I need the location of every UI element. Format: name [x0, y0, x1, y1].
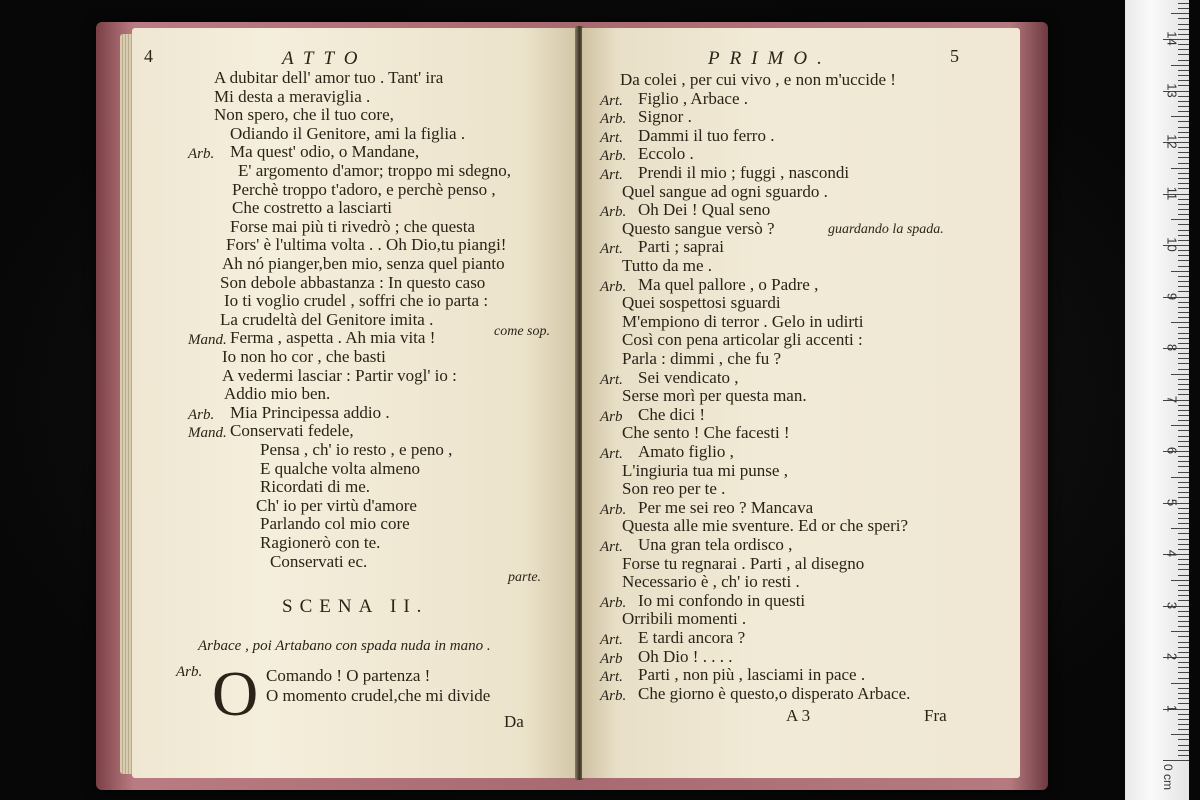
ruler-tick	[1171, 168, 1189, 169]
ruler-tick	[1171, 219, 1189, 220]
text-line: Oh Dio ! . . . .	[638, 646, 733, 666]
speaker-label: Arb.	[600, 148, 627, 165]
ruler-tick	[1178, 446, 1189, 447]
ruler-tick	[1178, 75, 1189, 76]
ruler-tick	[1178, 482, 1189, 483]
drop-cap: O	[212, 658, 259, 729]
text-line: Conservati fedele,	[230, 421, 354, 441]
text-line: Parlando col mio core	[260, 514, 410, 534]
ruler-tick	[1178, 729, 1189, 730]
text-line: Io ti voglio crudel , soffri che io parta :	[224, 291, 489, 311]
ruler-tick	[1178, 369, 1189, 370]
ruler-tick	[1178, 260, 1189, 261]
right-page	[582, 28, 1020, 778]
ruler-tick	[1171, 734, 1189, 735]
ruler-tick	[1178, 539, 1189, 540]
right-running-head: PRIMO.	[708, 48, 832, 69]
ruler-tick	[1178, 626, 1189, 627]
ruler-tick	[1178, 29, 1189, 30]
ruler-tick	[1178, 461, 1189, 462]
ruler-tick	[1178, 291, 1189, 292]
text-line: Forse mai più ti rivedrò ; che questa	[230, 216, 476, 236]
ruler-tick	[1178, 652, 1189, 653]
ruler-tick	[1178, 121, 1189, 122]
ruler-tick	[1178, 703, 1189, 704]
text-line: Mia Principessa addio .	[230, 402, 390, 422]
text-line: Quei sospettosi sguardi	[622, 293, 781, 313]
ruler-number: 11	[1164, 186, 1180, 200]
ruler-tick	[1178, 60, 1189, 61]
ruler-tick	[1178, 394, 1189, 395]
stage-direction: guardando la spada.	[828, 222, 944, 237]
ruler-tick	[1171, 13, 1189, 14]
text-line: Ragionerò con te.	[260, 533, 381, 552]
text-line: Ma quest' odio, o Mandane,	[230, 142, 420, 162]
ruler-tick	[1178, 755, 1189, 756]
ruler-tick	[1178, 405, 1189, 406]
ruler-tick	[1178, 621, 1189, 622]
ruler-tick	[1178, 163, 1189, 164]
ruler-tick	[1178, 312, 1189, 313]
ruler-tick	[1178, 667, 1189, 668]
speaker-label: Art.	[600, 632, 623, 648]
ruler-tick	[1178, 559, 1189, 560]
text-line: Son debole abbastanza : In questo caso	[220, 272, 486, 292]
ruler-tick	[1178, 533, 1189, 534]
speaker-label: Arb.	[600, 204, 627, 221]
text-line: Figlio , Arbace .	[638, 88, 749, 108]
ruler-tick	[1178, 80, 1189, 81]
ruler-tick	[1171, 425, 1189, 426]
ruler-tick	[1178, 389, 1189, 390]
text-line: Oh Dei ! Qual seno	[638, 200, 771, 220]
ruler-number: 3	[1164, 601, 1180, 609]
speaker-label: Mand.	[188, 425, 227, 442]
ruler-number: 14	[1164, 31, 1180, 46]
text-line: O momento crudel,che mi divide	[266, 686, 491, 705]
text-line: Io mi confondo in questi	[638, 590, 806, 610]
text-line: Ch' io per virtù d'amore	[256, 495, 417, 515]
right-page-number: 5	[950, 46, 959, 66]
ruler-tick	[1178, 281, 1189, 282]
text-line: Amato figlio ,	[638, 442, 734, 461]
ruler-tick	[1178, 307, 1189, 308]
ruler-tick	[1178, 497, 1189, 498]
ruler-tick	[1178, 111, 1189, 112]
ruler-tick	[1171, 116, 1189, 117]
speaker-label: Arb.	[176, 664, 203, 680]
ruler-tick	[1178, 178, 1189, 179]
ruler-tick	[1178, 240, 1189, 241]
ruler-tick	[1178, 317, 1189, 318]
ruler-tick	[1178, 157, 1189, 158]
ruler-tick	[1178, 106, 1189, 107]
speaker-label: Arb.	[600, 594, 627, 611]
ruler-tick	[1178, 24, 1189, 25]
speaker-label: Art.	[600, 129, 623, 146]
ruler-tick	[1178, 44, 1189, 45]
ruler-number: 12	[1164, 134, 1180, 149]
text-line: Conservati ec.	[270, 551, 368, 571]
ruler-tick	[1178, 147, 1189, 148]
speaker-label: Arb	[600, 408, 623, 425]
scene-persons: Arbace , poi Artabano con spada nuda in mano .	[198, 638, 491, 654]
ruler-tick	[1178, 523, 1189, 524]
ruler-tick	[1178, 436, 1189, 437]
text-line: Così con pena articolar gli accenti :	[622, 330, 863, 350]
ruler-tick	[1178, 85, 1189, 86]
speaker-label: Art.	[600, 92, 623, 109]
text-line: La crudeltà del Genitore imita .	[220, 309, 434, 329]
ruler-tick	[1178, 224, 1189, 225]
text-line: Non spero, che il tuo core,	[214, 105, 394, 125]
ruler-tick	[1178, 54, 1189, 55]
ruler-tick	[1178, 585, 1189, 586]
scene-title: SCENA II.	[282, 596, 429, 617]
ruler-tick	[1178, 333, 1189, 334]
ruler-tick	[1178, 255, 1189, 256]
left-running-head: ATTO	[282, 48, 368, 69]
text-line: Forse tu regnarai . Parti , al disegno	[622, 553, 865, 573]
speaker-label: Arb.	[600, 687, 627, 704]
text-line: Son reo per te .	[622, 479, 726, 499]
ruler-tick	[1178, 595, 1189, 596]
text-line: Una gran tela ordisco ,	[638, 535, 793, 554]
ruler-tick	[1178, 564, 1189, 565]
text-line: Questo sangue versò ?	[622, 218, 775, 238]
ruler-tick	[1178, 384, 1189, 385]
speaker-label: Mand.	[188, 332, 227, 349]
ruler-tick	[1178, 575, 1189, 576]
ruler-unit-label: 0 cm	[1161, 763, 1176, 791]
text-line: E qualche volta almeno	[260, 458, 421, 478]
text-line: A dubitar dell' amor tuo . Tant' ira	[214, 68, 444, 87]
text-line: Ferma , aspetta . Ah mia vita !	[230, 328, 436, 348]
ruler-tick	[1178, 420, 1189, 421]
ruler-tick	[1178, 569, 1189, 570]
text-line: Pensa , ch' io resto , e peno ,	[260, 440, 453, 459]
ruler-tick	[1178, 250, 1189, 251]
ruler-tick	[1178, 688, 1189, 689]
ruler-tick	[1178, 724, 1189, 725]
ruler-tick	[1178, 286, 1189, 287]
ruler-tick	[1178, 616, 1189, 617]
ruler-tick	[1178, 745, 1189, 746]
ruler-number: 9	[1164, 292, 1180, 300]
ruler-tick	[1178, 338, 1189, 339]
ruler-tick	[1178, 492, 1189, 493]
text-line: Perchè troppo t'adoro, e perchè penso ,	[232, 179, 496, 199]
ruler-tick	[1178, 678, 1189, 679]
text-line: Mi desta a meraviglia .	[214, 86, 371, 106]
text-line: Che dici !	[638, 404, 706, 424]
ruler-tick	[1178, 96, 1189, 97]
text-line: E tardi ancora ?	[638, 628, 746, 647]
text-line: Parti ; saprai	[638, 237, 724, 257]
speaker-label: Art.	[600, 371, 623, 388]
ruler-tick	[1178, 642, 1189, 643]
text-line: E' argomento d'amor; troppo mi sdegno,	[238, 161, 512, 180]
ruler-tick	[1178, 410, 1189, 411]
ruler-number: 8	[1164, 343, 1180, 352]
speaker-label: Arb.	[600, 111, 627, 128]
ruler-tick	[1178, 173, 1189, 174]
stage-direction: come sop.	[494, 324, 550, 339]
ruler-number: 1	[1164, 704, 1180, 712]
speaker-label: Art.	[600, 446, 623, 462]
left-page	[132, 28, 576, 778]
ruler-number: 6	[1164, 446, 1180, 455]
stage-direction-exit: parte.	[508, 570, 542, 585]
text-line: Serse morì per questa man.	[622, 386, 807, 406]
left-page-number: 4	[144, 46, 153, 66]
ruler-tick	[1178, 456, 1189, 457]
ruler-tick	[1178, 693, 1189, 694]
ruler-tick	[1178, 188, 1189, 189]
text-line: Dammi il tuo ferro .	[638, 125, 775, 145]
ruler-tick	[1178, 600, 1189, 601]
ruler-tick	[1178, 636, 1189, 637]
ruler-tick	[1178, 590, 1189, 591]
text-line: Orribili momenti .	[622, 609, 747, 629]
ruler-tick	[1178, 430, 1189, 431]
text-line: Odiando il Genitore, ami la figlia .	[230, 123, 466, 143]
ruler-tick	[1178, 508, 1189, 509]
ruler-tick	[1178, 363, 1189, 364]
text-line: Che costretto a lasciarti	[232, 198, 393, 218]
ruler-tick	[1178, 544, 1189, 545]
catchword: Fra	[924, 706, 947, 725]
text-line: Ricordati di me.	[260, 477, 371, 497]
ruler-number: 2	[1164, 652, 1180, 661]
ruler-number: 10	[1164, 237, 1180, 252]
ruler-tick	[1178, 549, 1189, 550]
catchword: Da	[504, 712, 524, 731]
ruler-tick	[1178, 70, 1189, 71]
text-line: Prendi il mio ; fuggi , nascondi	[638, 163, 850, 182]
speaker-label: Art.	[600, 669, 623, 686]
text-line: Ah nó pianger,ben mio, senza quel pianto	[222, 254, 505, 273]
ruler-tick	[1178, 698, 1189, 699]
ruler-tick	[1178, 611, 1189, 612]
ruler-tick	[1178, 379, 1189, 380]
text-line: Ma quel pallore , o Padre ,	[638, 274, 819, 294]
ruler-tick	[1171, 528, 1189, 529]
speaker-label: Arb.	[188, 406, 215, 423]
text-line: Comando ! O partenza !	[266, 666, 431, 685]
ruler-tick	[1178, 132, 1189, 133]
signature-mark: A 3	[786, 706, 811, 725]
measuring-ruler	[1125, 0, 1189, 800]
ruler-tick	[1178, 101, 1189, 102]
ruler-tick	[1178, 518, 1189, 519]
ruler-number: 7	[1164, 395, 1180, 403]
text-line: Necessario è , ch' io resti .	[622, 572, 800, 592]
text-line: Addio mio ben.	[224, 384, 331, 404]
ruler-tick	[1178, 137, 1189, 138]
ruler-tick	[1178, 487, 1189, 488]
ruler-tick	[1178, 209, 1189, 210]
speaker-label: Arb.	[600, 278, 627, 295]
ruler-tick	[1171, 374, 1189, 375]
ruler-tick	[1178, 183, 1189, 184]
text-line: L'ingiuria tua mi punse ,	[622, 460, 788, 480]
ruler-tick	[1178, 513, 1189, 514]
text-line: Per me sei reo ? Mancava	[638, 497, 814, 517]
ruler-tick	[1178, 358, 1189, 359]
ruler-tick	[1178, 8, 1189, 9]
ruler-tick	[1178, 353, 1189, 354]
ruler-tick	[1178, 714, 1189, 715]
text-line: Tutto da me .	[622, 256, 713, 275]
text-line: Che sento ! Che facesti !	[622, 423, 790, 443]
ruler-tick	[1178, 152, 1189, 153]
ruler-tick	[1178, 472, 1189, 473]
ruler-tick	[1178, 230, 1189, 231]
ruler-number: 4	[1164, 549, 1180, 558]
ruler-tick	[1171, 65, 1189, 66]
text-line: Da colei , per cui vivo , e non m'uccide !	[620, 70, 896, 89]
speaker-label: Arb.	[188, 146, 215, 163]
text-line: Quel sangue ad ogni sguardo .	[622, 181, 828, 201]
ruler-tick	[1178, 127, 1189, 128]
ruler-tick	[1171, 477, 1189, 478]
text-line: Parti , non più , lasciami in pace .	[638, 665, 866, 685]
text-line: Eccolo .	[638, 144, 694, 164]
ruler-tick	[1178, 672, 1189, 673]
speaker-label: Art.	[600, 167, 623, 183]
text-line: A vedermi lasciar : Partir vogl' io :	[222, 365, 457, 385]
text-line: Che giorno è questo,o disperato Arbace.	[638, 683, 911, 703]
ruler-tick	[1178, 662, 1189, 663]
ruler-tick	[1178, 49, 1189, 50]
text-line: Signor .	[638, 107, 692, 127]
ruler-tick	[1178, 214, 1189, 215]
text-line: Questa alle mie sventure. Ed or che speri?	[622, 516, 909, 536]
ruler-tick	[1178, 18, 1189, 19]
ruler-tick	[1178, 266, 1189, 267]
ruler-tick	[1178, 647, 1189, 648]
text-line: Sei vendicato ,	[638, 367, 739, 387]
ruler-number: 5	[1164, 498, 1180, 506]
text-line: M'empiono di terror . Gelo in udirti	[622, 311, 864, 331]
ruler-tick	[1178, 719, 1189, 720]
ruler-tick	[1178, 204, 1189, 205]
ruler-tick	[1178, 441, 1189, 442]
ruler-tick	[1178, 302, 1189, 303]
ruler-tick	[1171, 580, 1189, 581]
ruler-tick	[1178, 235, 1189, 236]
ruler-tick	[1171, 271, 1189, 272]
ruler-number: 13	[1164, 82, 1180, 98]
text-line: Fors' è l'ultima volta . . Oh Dio,tu piangi!	[226, 235, 507, 255]
speaker-label: Art.	[600, 241, 623, 258]
speaker-label: Arb	[600, 650, 623, 667]
ruler-tick	[1178, 3, 1189, 4]
text-line: Io non ho cor , che basti	[222, 347, 386, 366]
ruler-tick	[1171, 631, 1189, 632]
ruler-tick	[1171, 683, 1189, 684]
ruler-tick	[1178, 415, 1189, 416]
ruler-tick	[1178, 466, 1189, 467]
ruler-tick	[1178, 739, 1189, 740]
speaker-label: Arb.	[600, 501, 627, 518]
text-line: Parla : dimmi , che fu ?	[622, 349, 782, 368]
ruler-tick	[1178, 34, 1189, 35]
ruler-tick	[1178, 750, 1189, 751]
ruler-tick	[1178, 276, 1189, 277]
ruler-tick	[1171, 322, 1189, 323]
ruler-tick	[1178, 327, 1189, 328]
speaker-label: Art.	[600, 539, 623, 555]
ruler-tick	[1178, 343, 1189, 344]
ruler-tick	[1163, 760, 1189, 761]
ruler-tick	[1178, 199, 1189, 200]
